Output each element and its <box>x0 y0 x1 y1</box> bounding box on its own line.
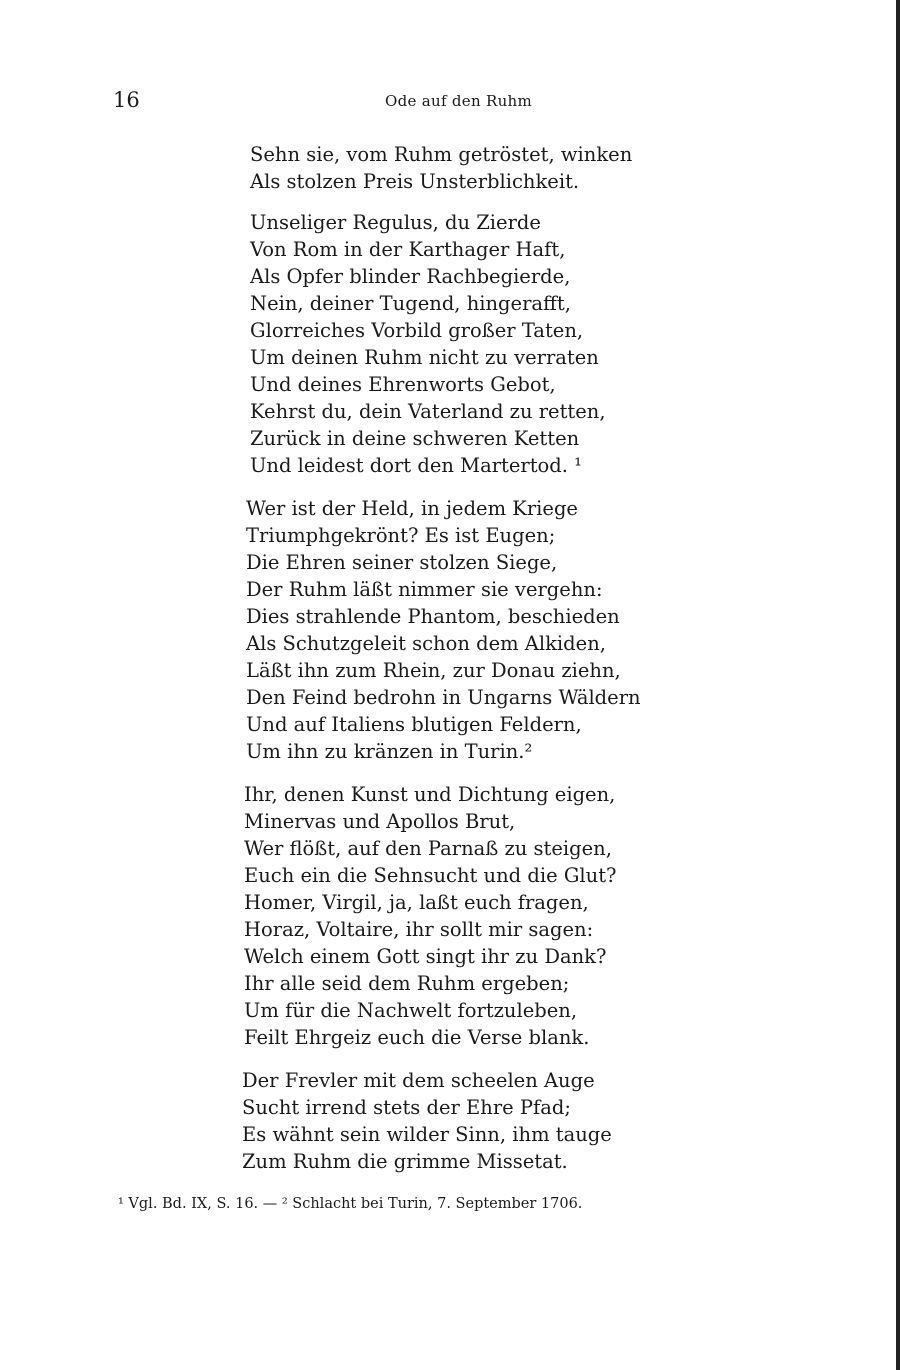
poem-line: Den Feind bedrohn in Ungarns Wäldern <box>246 686 641 709</box>
page-number: 16 <box>113 88 140 112</box>
poem-line: Der Ruhm läßt nimmer sie vergehn: <box>246 578 603 601</box>
page-edge <box>896 0 900 1370</box>
poem-line: Wer flößt, auf den Parnaß zu steigen, <box>244 837 612 860</box>
poem-line: Der Frevler mit dem scheelen Auge <box>242 1069 595 1092</box>
poem-line: Als Opfer blinder Rachbegierde, <box>250 265 571 288</box>
poem-line: Läßt ihn zum Rhein, zur Donau ziehn, <box>246 659 621 682</box>
poem-line: Um deinen Ruhm nicht zu verraten <box>250 346 599 369</box>
poem-line: Als Schutzgeleit schon dem Alkiden, <box>246 632 606 655</box>
poem-line: Es wähnt sein wilder Sinn, ihm tauge <box>242 1123 612 1146</box>
poem-line: Minervas und Apollos Brut, <box>244 810 516 833</box>
poem-line: Nein, deiner Tugend, hingerafft, <box>250 292 571 315</box>
poem-line: Zum Ruhm die grimme Missetat. <box>242 1150 568 1173</box>
poem-line: Wer ist der Held, in jedem Kriege <box>246 497 578 520</box>
poem-line: Homer, Virgil, ja, laßt euch fragen, <box>244 891 589 914</box>
footnote: ¹ Vgl. Bd. IX, S. 16. — ² Schlacht bei Turin, 7. September 1706. <box>118 1196 583 1212</box>
poem-line: Feilt Ehrgeiz euch die Verse blank. <box>244 1026 590 1049</box>
poem-line: Kehrst du, dein Vaterland zu retten, <box>250 400 606 423</box>
poem-line: Triumphgekrönt? Es ist Eugen; <box>246 524 556 547</box>
poem-line: Als stolzen Preis Unsterblichkeit. <box>250 170 580 193</box>
poem-line: Sehn sie, vom Ruhm getröstet, winken <box>250 143 633 166</box>
poem-line: Horaz, Voltaire, ihr sollt mir sagen: <box>244 918 594 941</box>
poem-line: Ihr, denen Kunst und Dichtung eigen, <box>244 783 616 806</box>
poem-line: Dies strahlende Phantom, beschieden <box>246 605 620 628</box>
poem-line: Sucht irrend stets der Ehre Pfad; <box>242 1096 571 1119</box>
poem-line: Euch ein die Sehnsucht und die Glut? <box>244 864 617 887</box>
poem-line: Die Ehren seiner stolzen Siege, <box>246 551 558 574</box>
poem-line: Um für die Nachwelt fortzuleben, <box>244 999 578 1022</box>
poem-line: Zurück in deine schweren Ketten <box>250 427 580 450</box>
poem-line: Glorreiches Vorbild großer Taten, <box>250 319 584 342</box>
poem-line: Und leidest dort den Martertod. ¹ <box>250 454 582 477</box>
poem-line: Und auf Italiens blutigen Feldern, <box>246 713 582 736</box>
running-title: Ode auf den Ruhm <box>385 92 533 110</box>
poem-line: Unseliger Regulus, du Zierde <box>250 211 541 234</box>
poem-line: Welch einem Gott singt ihr zu Dank? <box>244 945 607 968</box>
poem-line: Ihr alle seid dem Ruhm ergeben; <box>244 972 570 995</box>
poem-line: Von Rom in der Karthager Haft, <box>250 238 566 261</box>
poem-line: Um ihn zu kränzen in Turin.² <box>246 740 533 763</box>
poem-line: Und deines Ehrenworts Gebot, <box>250 373 556 396</box>
